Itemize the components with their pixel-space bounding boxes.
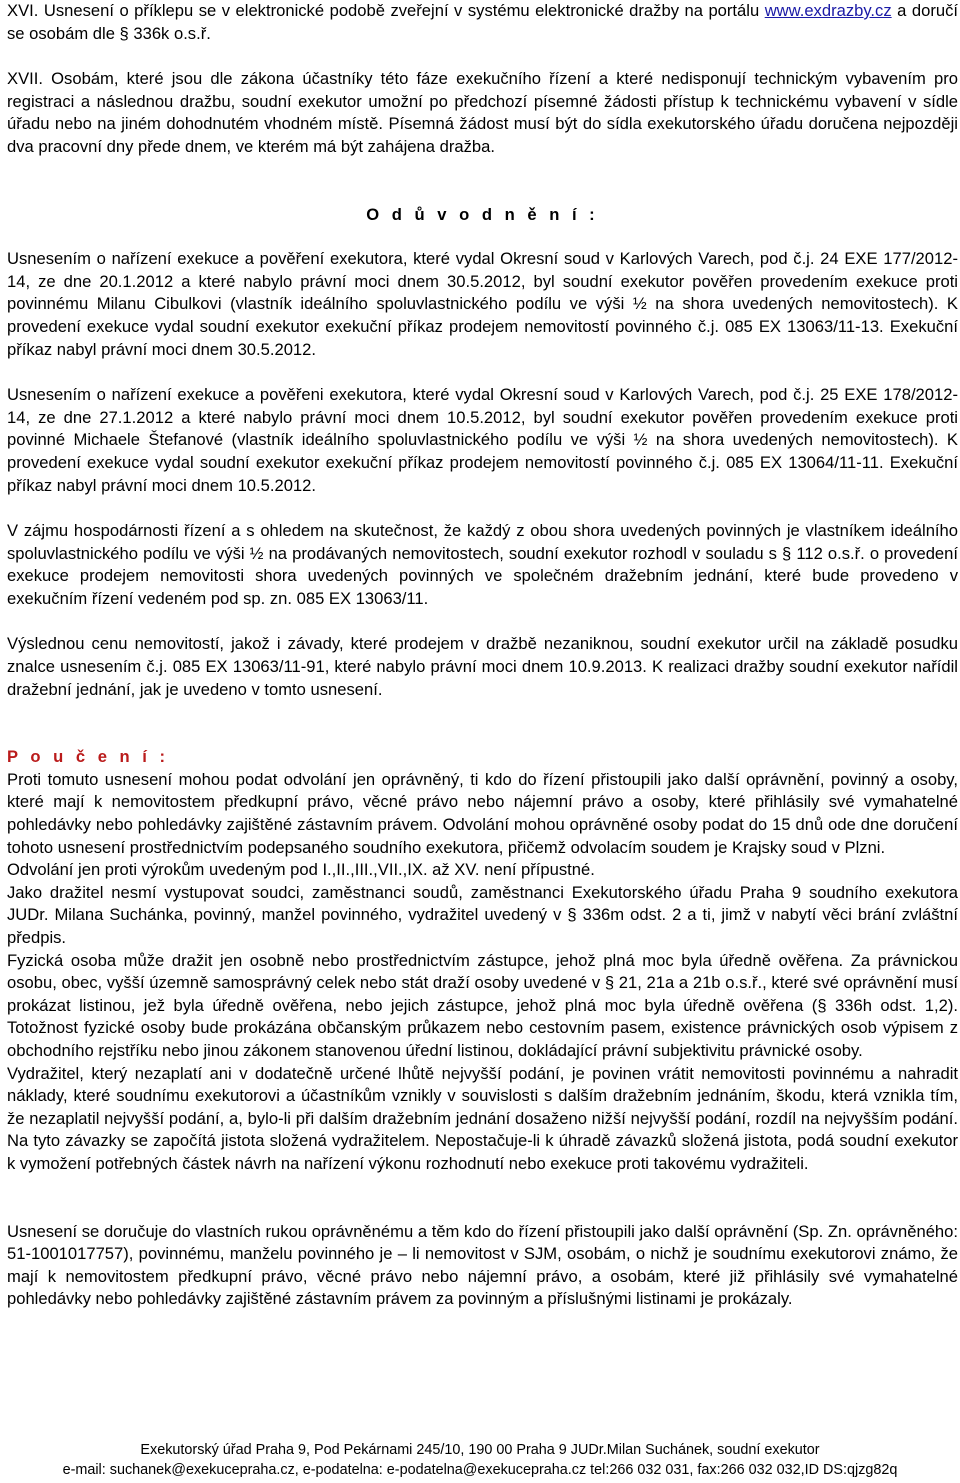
pouceni-paragraph-1: Proti tomuto usnesení mohou podat odvolání jen oprávněný, ti kdo do řízení přistoupili jako další oprávnění, povinný a osoby, které mají k nemovitostem předkupní právo, věcné právo nebo nájemní právo a osoby, které přihlásily své vymahatelné pohledávky nebo pohledávky zajištěné zástavním právem. Odvolání mohou oprávněné osoby podat do 15 dnů ode dne doručení tohoto usnesení prostřednictvím podepsaného soudního exekutora, přičemž odvolacím soudem je Krajsky soud v Plzni. bbox=[7, 769, 958, 857]
section-xvi bbox=[7, 0, 958, 45]
section-xvii: XVII. Osobám, které jsou dle zákona účastníky této fáze exekučního řízení a které nedisponují technickým vybavením pro registraci a následnou dražbu, soudní exekutor umožní po předchozí písemné žádosti přístup k technickému vybavení v sídle úřadu nebo na jiném dohodnutém vhodném místě. Písemná žádost musí být do sídla exekutorského úřadu doručena nejpozději dva pracovní dny přede dnem, ve kterém má být zahájena dražba. bbox=[7, 69, 958, 156]
document-page bbox=[7, 0, 958, 1311]
oduvodneni-paragraph-3: V zájmu hospodárnosti řízení a s ohledem na skutečnost, že každý z obou shora uvedených povinných je vlastníkem ideálního spoluvlastnického podílu ve výši ½ na prodávaných nemovitostech, soudní exekutor rozhodl v souladu s § 112 o.s.ř. o provedení exekuce prodejem nemovitosti shora uvedených povinných ve společném dražebním jednání, které bude provedeno v exekučním řízení vedeném pod sp. zn. 085 EX 13063/11. bbox=[7, 521, 958, 608]
pouceni-paragraph-2: Odvolání jen proti výrokům uvedeným pod I.,II.,III.,VII.,IX. až XV. není přípustné. bbox=[7, 860, 595, 880]
pouceni-paragraph-3: Jako dražitel nesmí vystupovat soudci, zaměstnanci soudů, zaměstnanci Exekutorského úřadu Praha 9 soudního exekutora JUDr. Milana Suchánka, povinný, manžel povinného, vydražitel uvedený v § 336m odst. 2 a ti, jimž v nabytí věci brání zvláštní předpis. bbox=[7, 882, 958, 947]
section-xvi-text-start: XVI. Usnesení o příklepu se v elektronické podobě zveřejní v systému elektronické dražby na portálu bbox=[7, 1, 765, 20]
section-xvi-text-end: a doručí se osobám dle § 336k o.s.ř. bbox=[7, 1, 958, 43]
pouceni-heading: P o u č e n í : bbox=[7, 747, 170, 767]
footer-contacts: e-mail: suchanek@exekucepraha.cz, e-podatelna: e-podatelna@exekucepraha.cz tel:266 032 031, fax:266 032 032,ID DS:qjzg82q bbox=[62, 1462, 898, 1478]
pouceni-paragraph-4: Fyzická osoba může dražit jen osobně nebo prostřednictvím zástupce, jehož plná moc byla úředně ověřena. Za právnickou osobu, obec, vyšší územně samosprávný celek nebo stát draží osoby uvedené v § 21, 21a a 21b o.s.ř., které své oprávnění musí prokázat listinou, jež byla úředně ověřena, nebo jejich zástupce, jehož plná moc byla úředně ověřena (§ 336h odst. 1,2). Totožnost fyzické osoby bude prokázána občanským průkazem nebo cestovním pasem, existence právnických osob výpisem z obchodního rejstříku nebo jinou zákonem stanovenou úřední listinou, dokládající právní subjektivitu právnické osoby. bbox=[7, 950, 958, 1060]
exdrazby-link[interactable]: www.exdrazby.cz bbox=[764, 1, 892, 20]
oduvodneni-paragraph-1: Usnesením o nařízení exekuce a pověření exekutora, které vydal Okresní soud v Karlových Varech, pod č.j. 24 EXE 177/2012-14, ze dne 20.1.2012 a které nabylo právní moci dnem 30.5.2012, byl soudní exekutor pověřen provedením exekuce proti povinnému Milanu Cibulkovi (vlastník ideálního spoluvlastnického podílu ve výši ½ na shora uvedených nemovitostech). K provedení exekuce vydal soudní exekutor exekuční příkaz prodejem nemovitostí povinného č.j. 085 EX 13063/11-13. Exekuční příkaz nabyl právní moci dnem 30.5.2012. bbox=[7, 249, 958, 359]
oduvodneni-paragraph-4: Výslednou cenu nemovitostí, jakož i závady, které prodejem v dražbě nezaniknou, soudní exekutor určil na základě posudku znalce usnesením č.j. 085 EX 13063/11-91, které nabylo právní moci dnem 10.9.2013. K realizaci dražby soudní exekutor nařídil dražební jednání, jak je uvedeno v tomto usnesení. bbox=[7, 634, 958, 699]
pouceni-paragraph-5: Vydražitel, který nezaplatí ani v dodatečně určené lhůtě nejvyšší podání, je povinen vrátit nemovitosti povinnému a nahradit náklady, které soudnímu exekutorovi a účastníkům vznikly v souvislosti s dalším dražebním jednáním, škodu, která vznikla tím, že nezaplatil nejvyšší podání, a, bylo-li při dalším dražebním jednání dosaženo nižší nejvyšší podání, rozdíl na nejvyšším podání. Na tyto závazky se započítá jistota složená vydražitelem. Nepostačuje-li k úhradě závazků složená jistota, podá soudní exekutor k vymožení potřebných částek návrh na nařízení výkonu rozhodnutí nebo exekuce proti takovému vydražiteli. bbox=[7, 1063, 958, 1173]
oduvodneni-heading: O d ů v o d n ě n í : bbox=[366, 204, 599, 224]
oduvodneni-paragraph-2: Usnesením o nařízení exekuce a pověřeni exekutora, které vydal Okresní soud v Karlových Varech, pod č.j. 25 EXE 178/2012-14, ze dne 27.1.2012 a které nabylo právní moci dnem 10.5.2012, byl soudní exekutor pověřen provedením exekuce proti povinné Michaele Štefanové (vlastník ideálního spoluvlastnického podílu ve výši ½ na shora uvedených nemovitostech). K provedení exekuce vydal soudní exekutor exekuční příkaz prodejem nemovitostí povinného č.j. 085 EX 13064/11-11. Exekuční příkaz nabyl právní moci dnem 10.5.2012. bbox=[7, 385, 958, 495]
delivery-paragraph: Usnesení se doručuje do vlastních rukou oprávněnému a těm kdo do řízení přistoupili jako další oprávnění (Sp. Zn. oprávněného: 51-1001017757), povinnému, manželu povinného je – li nemovitost v SJM, osobám, o nichž je soudnímu exekutorovi známo, že mají k nemovitostem předkupní právo, věcné právo nebo nájemní právo, a osobám, které již přihlásily své vymahatelné pohledávky nebo pohledávky zajištěné zástavním právem za povinným a příslušnými listinami je prokázaly. bbox=[7, 1221, 958, 1309]
footer-address: Exekutorský úřad Praha 9, Pod Pekárnami 245/10, 190 00 Praha 9 JUDr.Milan Suchánek, soudní exekutor bbox=[140, 1442, 820, 1458]
